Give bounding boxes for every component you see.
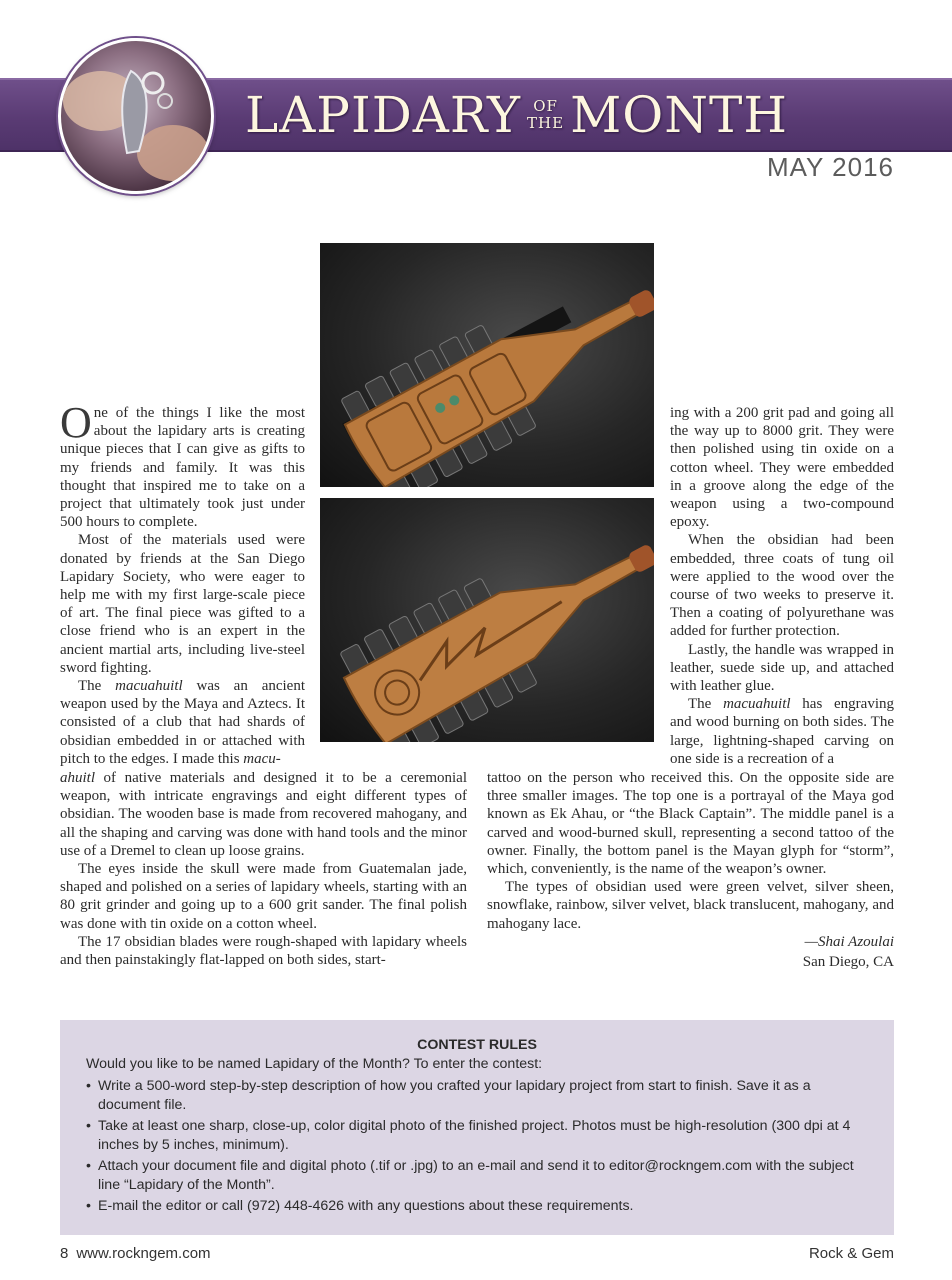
title-of-the — [527, 98, 564, 132]
rule-text: Write a 500-word step-by-step description of how you crafted your lapidary project from start to finish. Save it as a document file. — [98, 1078, 811, 1113]
italic-term: macuahuitl — [115, 678, 183, 695]
article-column-2-bottom — [487, 769, 894, 933]
issue-date: MAY 2016 — [766, 152, 894, 182]
website-link[interactable]: www.rockngem.com — [76, 1245, 211, 1262]
page-footer — [60, 1245, 894, 1265]
text-run: The — [688, 696, 724, 713]
text-run: has engraving and wood burning on both sides. The large, lightning-shaped carving on one side is a recreation of a — [670, 696, 894, 767]
text-run: of native materials and designed it to be a ceremonial weapon, with intricate engravings and eight different types of obsidian. The wooden base is made from recovered mahogany, and all the shaping and carving was done with hand tools and the minor use of a Dremel to clean up loose grains. — [60, 770, 467, 859]
article-paragraph: Most of the materials used were donated by friends at the San Diego Lapidary Society, who were eager to help me with my first large-scale piece of art. The final piece was gifted to a close friend who is an expert in the ancient martial arts, including live-steel sword fighting. — [60, 532, 305, 676]
article-paragraph — [60, 398, 305, 531]
article-column-2-top — [670, 404, 894, 768]
author-signature — [803, 932, 894, 972]
magazine-name: Rock & Gem — [808, 1245, 894, 1262]
drop-cap: O — [60, 398, 92, 447]
paragraph-text: ne of the things I like the most about the lapidary arts is creating unique pieces that I can give as gifts to my friends and family. It was this thought that inspired me to take on a project that ultimately took just under 500 hours to complete. — [60, 405, 305, 531]
italic-term: macuahuitl — [723, 696, 791, 713]
text-run: The — [78, 678, 116, 695]
title-word-lapidary: LAPIDARY — [245, 86, 522, 144]
author-name: —Shai Azoulai — [804, 934, 894, 950]
article-column-1-bottom — [60, 769, 467, 969]
article-paragraph: Lastly, the handle was wrapped in leather, suede side up, and attached with leather glue. — [670, 641, 894, 695]
article-paragraph: The types of obsidian used were green velvet, silver sheen, snowflake, rainbow, silver velvet, black translucent, mahogany, and mahogany lace. — [487, 879, 894, 932]
article-paragraph: The eyes inside the skull were made from Guatemalan jade, shaped and polished on a series of lapidary wheels, starting with an 80 grit grinder and going up to a 600 grit sander. The final polish was done with tin oxide on a cotton wheel. — [60, 861, 467, 932]
page-title — [245, 84, 885, 146]
contest-rules-intro: Would you like to be named Lapidary of the Month? To enter the contest: — [86, 1055, 543, 1072]
macuahuitl-photo-front — [320, 243, 654, 487]
author-location: San Diego, CA — [802, 954, 894, 970]
title-the: THE — [527, 114, 565, 132]
lapidary-hands-photo — [61, 41, 211, 191]
article-paragraph: The 17 obsidian blades were rough-shaped with lapidary wheels and then painstakingly flat-lapped on both sides, start- — [60, 933, 467, 969]
italic-term: ahuitl — [60, 770, 96, 786]
article-paragraph — [670, 695, 894, 768]
title-of: OF — [533, 97, 558, 115]
rule-text: Attach your document file and digital photo (.tif or .jpg) to an e-mail and send it to editor@rockngem.com with the subject line “Lapidary of the Month”. — [98, 1158, 854, 1193]
contest-rules-title: CONTEST RULES — [417, 1037, 537, 1053]
rule-text: Take at least one sharp, close-up, color digital photo of the finished project. Photos must be high-resolution (300 dpi at 4 inches by 5 inches, minimum). — [98, 1118, 851, 1153]
italic-term: macu- — [243, 750, 281, 767]
bullet-icon: • — [86, 1118, 91, 1134]
contest-rules-box — [60, 1020, 894, 1235]
page-number: 8 — [60, 1245, 69, 1262]
article-paragraph — [60, 769, 467, 860]
bullet-icon: • — [86, 1078, 91, 1094]
contest-rule-item — [86, 1117, 868, 1154]
footer-left — [60, 1245, 211, 1262]
header-photo-badge — [58, 38, 214, 194]
article-column-1-top — [60, 398, 305, 768]
macuahuitl-photo-back — [320, 498, 654, 742]
article-paragraph: tattoo on the person who received this. On the opposite side are three smaller images. The top one is a portrayal of the Maya god known as Ek Ahau, or “the Black Captain”. The middle panel is a carved and wood-burned skull, representing a second tattoo of the owner. Finally, the bottom panel is the Mayan glyph for “storm”, which, conveniently, is the name of the weapon’s owner. — [487, 770, 894, 878]
article-paragraph: When the obsidian had been embedded, three coats of tung oil were applied to the wood over the course of two weeks to preserve it. Then a coating of polyurethane was added for further protection. — [670, 532, 894, 640]
title-word-month: MONTH — [570, 86, 788, 144]
article-paragraph — [60, 677, 305, 768]
article-paragraph: ing with a 200 grit pad and going all the way up to 8000 grit. They were then polished using tin oxide on a cotton wheel. They were embedded in a groove along the edge of the weapon using a two-compound epoxy. — [670, 405, 894, 531]
bullet-icon: • — [86, 1198, 91, 1214]
text-run: was an ancient weapon used by the Maya and Aztecs. It consisted of a club that had shards of obsidian embedded in or attached with pitch to the edges. I made this — [60, 678, 305, 767]
contest-rule-item — [86, 1077, 868, 1114]
rule-text: E-mail the editor or call (972) 448-4626 with any questions about these requirements. — [98, 1198, 634, 1214]
contest-rule-item — [86, 1197, 868, 1216]
bullet-icon: • — [86, 1158, 91, 1174]
contest-rule-item — [86, 1157, 868, 1194]
